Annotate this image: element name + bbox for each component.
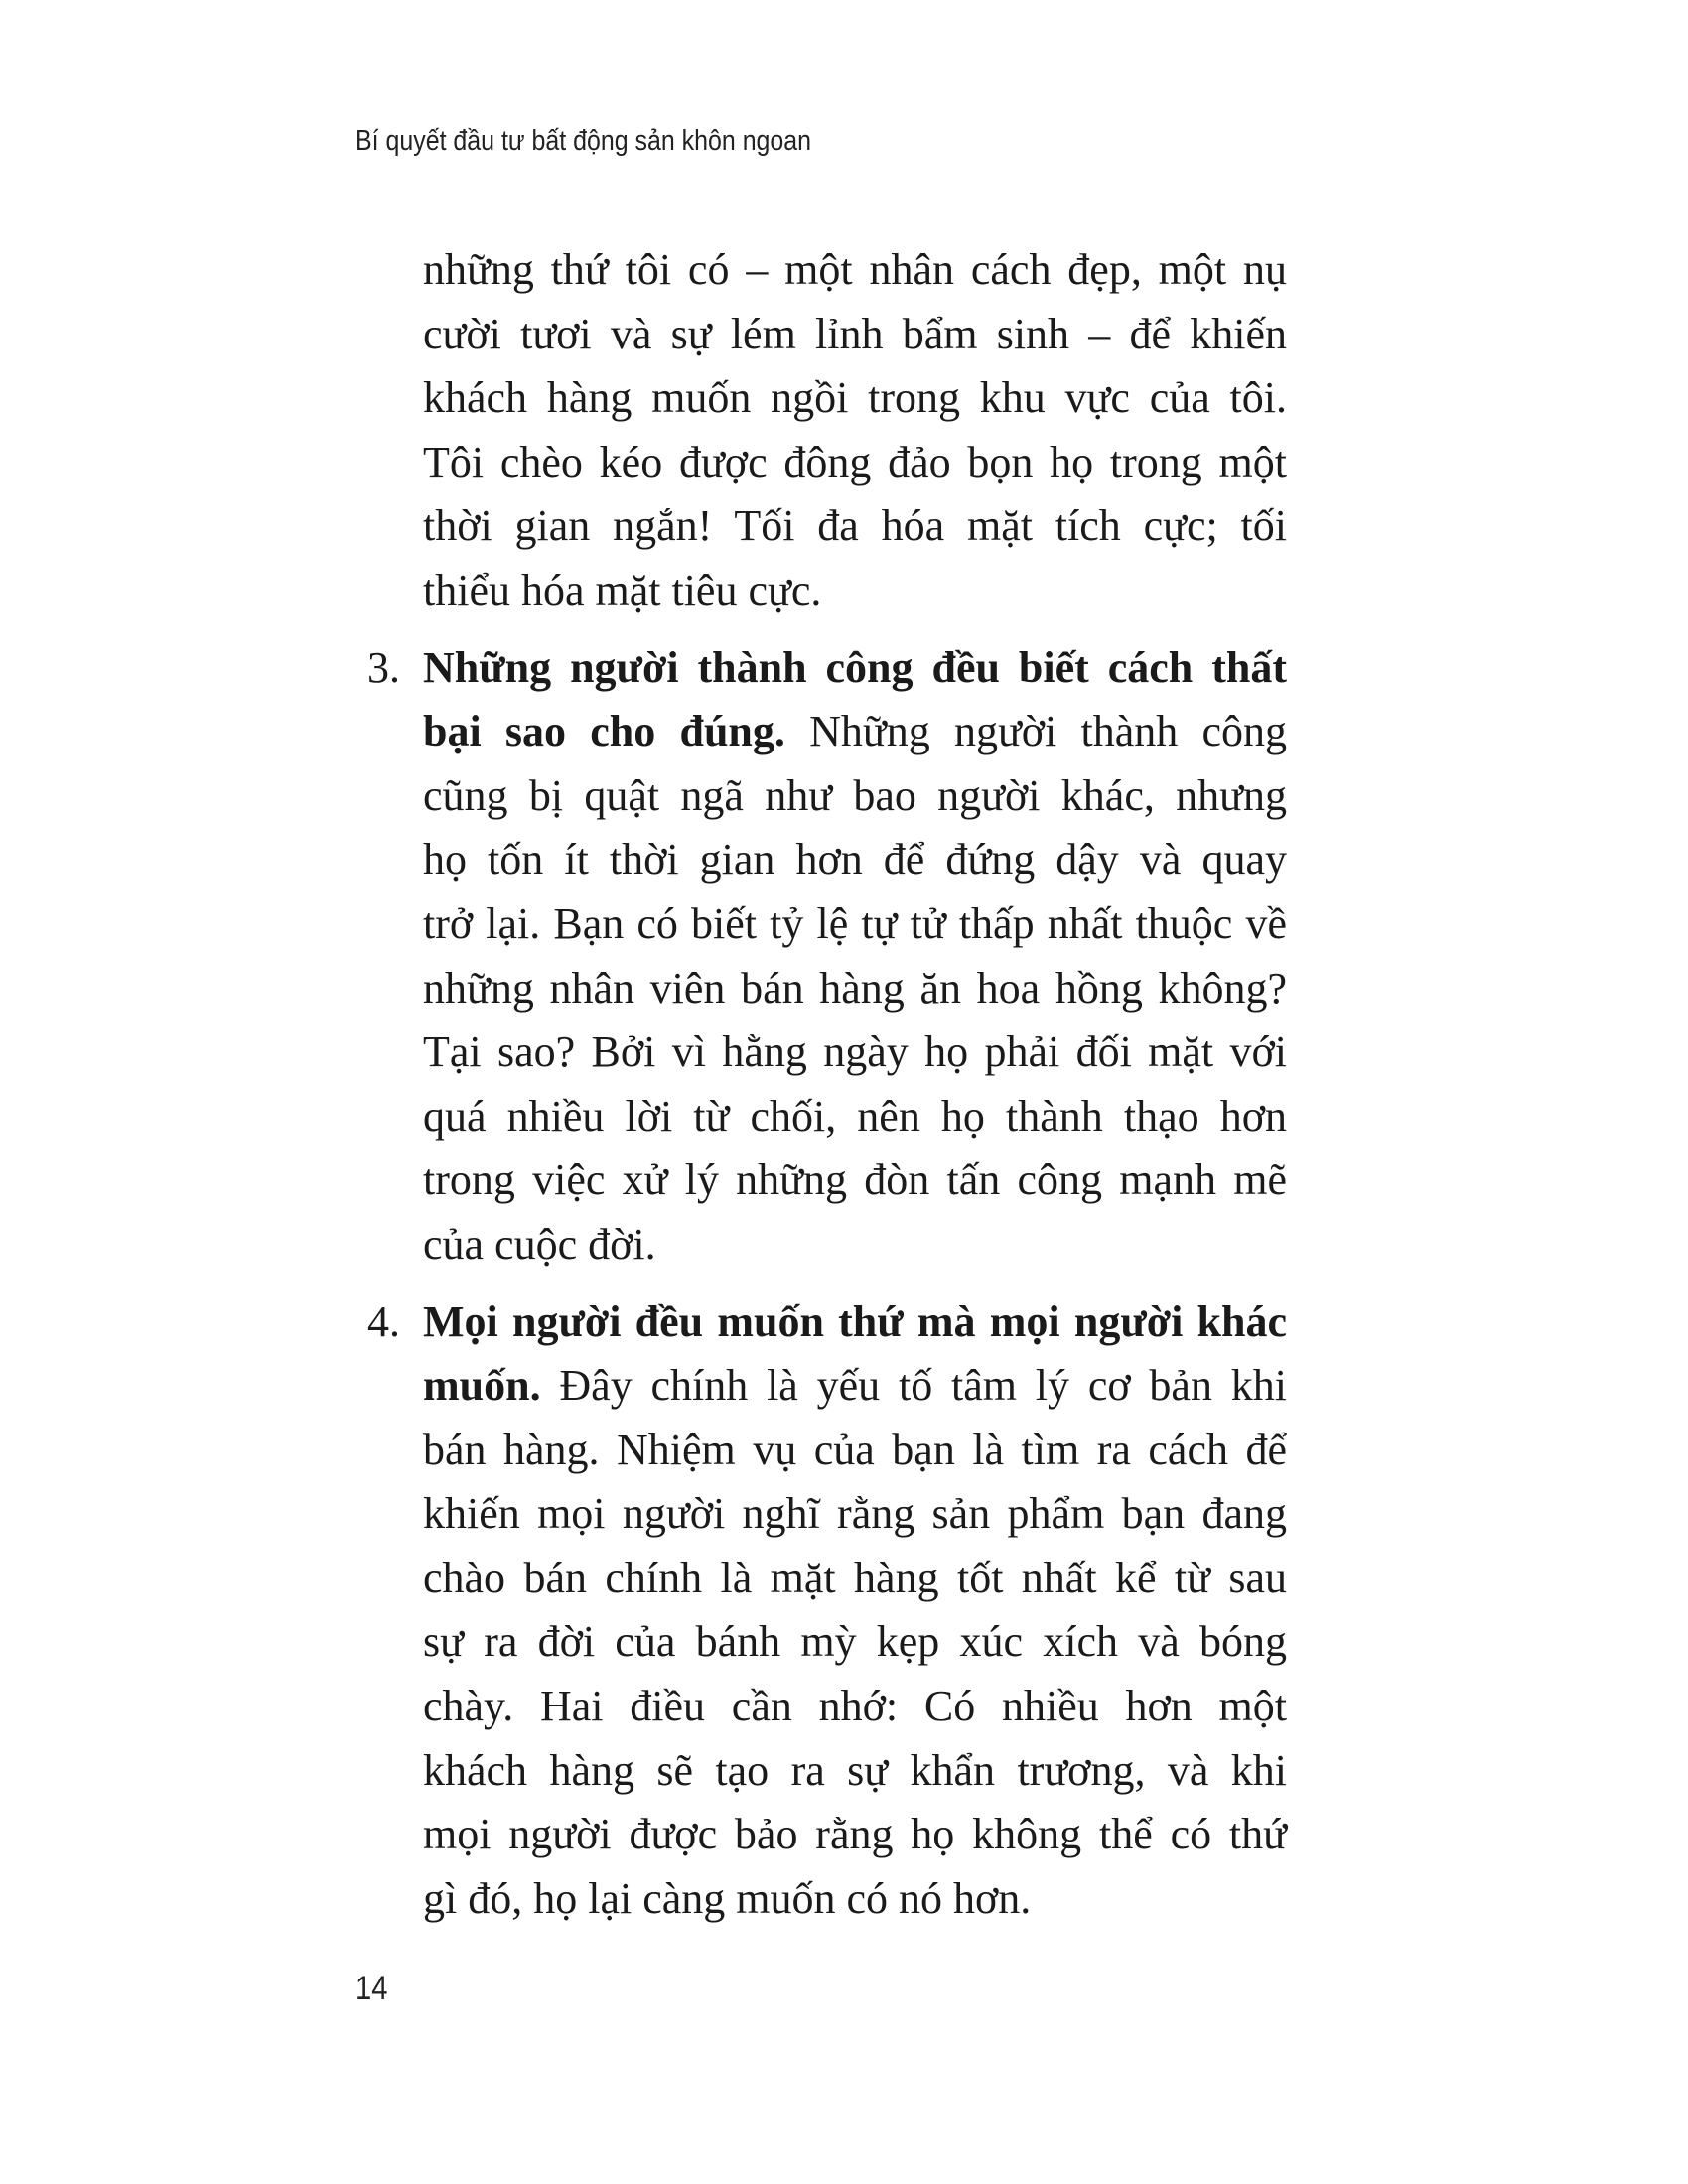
bold-heading-text: Những người thành công đều biết cách thất (423, 642, 1287, 692)
text-line (423, 700, 1287, 764)
text-line (423, 1291, 1287, 1355)
body-text-span: trong việc xử lý những đòn tấn công mạnh mẽ (423, 1156, 1287, 1205)
text-line (423, 1739, 1287, 1804)
body-text-span: cũng bị quật ngã như bao người khác, nhưng (423, 770, 1287, 820)
list-number: 3. (367, 642, 400, 692)
body-text-span: sự ra đời của bánh mỳ kẹp xúc xích và bóng (423, 1617, 1287, 1667)
list-item (367, 1291, 1287, 1932)
text-line (423, 1213, 1287, 1278)
body-text-span: chày. Hai điều cần nhớ: Có nhiều hơn một (423, 1682, 1287, 1731)
bold-heading-text: bại sao cho đúng. (423, 707, 785, 756)
text-line (423, 1867, 1287, 1932)
body-text-span: khách hàng sẽ tạo ra sự khẩn trương, và khi (423, 1745, 1287, 1795)
text-line (423, 1085, 1287, 1150)
body-text-span: bán hàng. Nhiệm vụ của bạn là tìm ra cách để (423, 1425, 1287, 1474)
text-line (423, 366, 1287, 431)
text-line (423, 764, 1287, 829)
text-line (423, 1419, 1287, 1483)
body-text-span: chào bán chính là mặt hàng tốt nhất kể từ sau (423, 1553, 1287, 1602)
body-text-span: Đây chính là yếu tố tâm lý cơ bản khi (540, 1361, 1287, 1411)
text-line (423, 238, 1287, 303)
body-text-span: khiến mọi người nghĩ rằng sản phẩm bạn đang (423, 1489, 1287, 1539)
text-line (423, 559, 1287, 623)
text-line (423, 636, 1287, 701)
list-number: 4. (367, 1297, 400, 1346)
bold-heading-text: Mọi người đều muốn thứ mà mọi người khác (423, 1297, 1287, 1346)
text-line (423, 431, 1287, 495)
body-text-span: thời gian ngắn! Tối đa hóa mặt tích cực; tối (423, 501, 1287, 551)
bold-heading-text: muốn. (423, 1361, 541, 1411)
body-text-span: của cuộc đời. (423, 1219, 656, 1269)
body-text-span: Tôi chèo kéo được đông đảo bọn họ trong một (423, 437, 1287, 486)
body-text-span: quá nhiều lời từ chối, nên họ thành thạo hơn (423, 1091, 1287, 1141)
text-line (423, 1354, 1287, 1419)
body-text-span: khách hàng muốn ngồi trong khu vực của tôi. (423, 373, 1287, 423)
body-text (367, 238, 1288, 1944)
text-line (423, 1547, 1287, 1611)
body-text-span: những thứ tôi có – một nhân cách đẹp, một nụ (423, 245, 1287, 294)
body-text-span: mọi người được bảo rằng họ không thể có thứ (423, 1810, 1287, 1859)
text-line (423, 828, 1287, 892)
text-line (423, 1675, 1287, 1739)
running-header: Bí quyết đầu tư bất động sản khôn ngoan (355, 125, 812, 157)
text-line (423, 1482, 1287, 1547)
text-line (423, 494, 1287, 559)
body-text-span: thiểu hóa mặt tiêu cực. (423, 565, 822, 614)
text-line (423, 1149, 1287, 1213)
text-line (423, 1610, 1287, 1675)
page-number: 14 (355, 1970, 388, 2007)
text-line (423, 1021, 1287, 1085)
text-line (423, 957, 1287, 1022)
text-line (423, 892, 1287, 957)
paragraph (423, 238, 1287, 623)
text-line (423, 303, 1287, 367)
body-text-span: gì đó, họ lại càng muốn có nó hơn. (423, 1873, 1032, 1923)
body-text-span: trở lại. Bạn có biết tỷ lệ tự tử thấp nhất thuộc về (423, 898, 1287, 948)
text-line (423, 1803, 1287, 1867)
body-text-span: Tại sao? Bởi vì hằng ngày họ phải đối mặt với (423, 1027, 1287, 1077)
body-text-span: họ tốn ít thời gian hơn để đứng dậy và quay (423, 835, 1287, 885)
body-text-span: những nhân viên bán hàng ăn hoa hồng không? (423, 963, 1287, 1013)
body-text-span: Những người thành công (784, 707, 1288, 756)
list-item (367, 636, 1288, 1278)
body-text-span: cười tươi và sự lém lỉnh bẩm sinh – để khiến (423, 309, 1287, 358)
